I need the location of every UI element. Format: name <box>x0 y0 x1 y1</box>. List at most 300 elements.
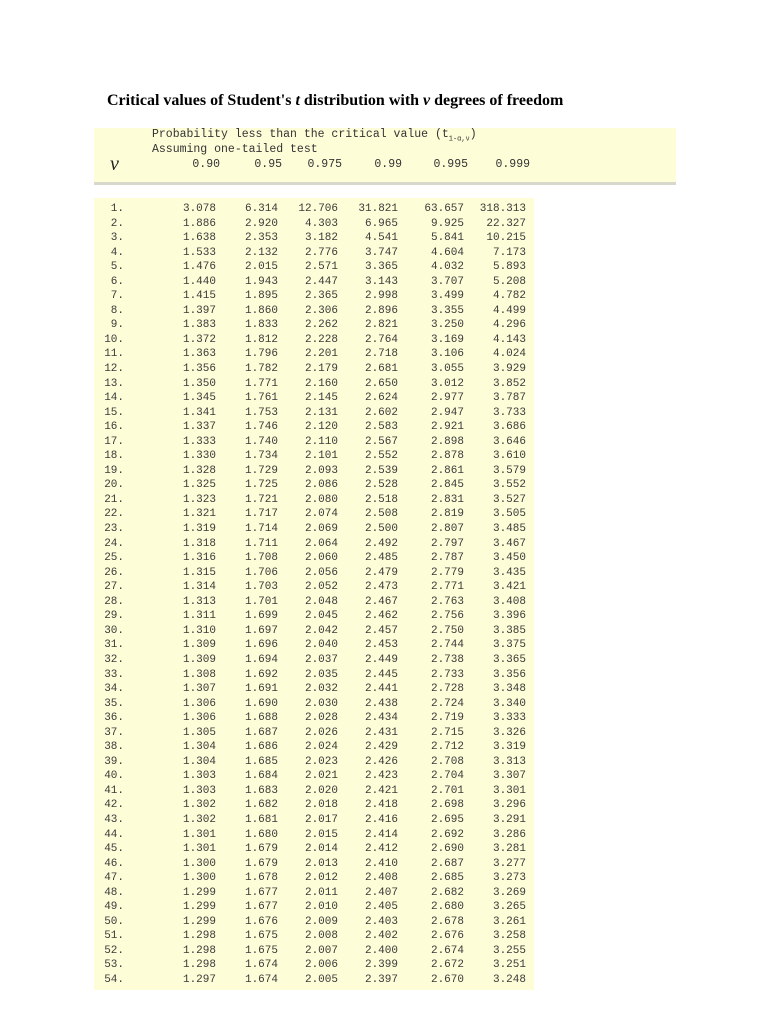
critical-value-cell: 2.670 <box>430 973 464 986</box>
critical-value-cell: 3.579 <box>492 464 526 477</box>
critical-value-cell: 2.120 <box>304 421 338 434</box>
critical-value-cell: 318.313 <box>479 203 526 215</box>
table-row <box>0 494 768 509</box>
critical-value-cell: 2.485 <box>364 552 398 565</box>
critical-value-cell: 4.296 <box>492 319 526 332</box>
critical-value-cell: 1.310 <box>182 624 216 637</box>
table-row <box>0 261 768 276</box>
critical-value-cell: 1.697 <box>244 624 278 637</box>
probability-caption-text: Probability less than the critical value (t <box>152 128 449 141</box>
critical-value-cell: 3.365 <box>364 261 398 274</box>
df-cell: 29. <box>104 610 124 623</box>
critical-value-cell: 2.567 <box>364 435 398 448</box>
critical-value-cell: 3.355 <box>430 304 464 317</box>
critical-value-cell: 2.552 <box>364 450 398 463</box>
critical-value-cell: 6.965 <box>364 217 398 230</box>
critical-value-cell: 2.069 <box>304 523 338 536</box>
critical-value-cell: 2.771 <box>430 581 464 594</box>
critical-value-cell: 1.297 <box>182 973 216 986</box>
probability-caption <box>152 128 477 143</box>
df-cell: 23. <box>104 523 124 536</box>
df-cell: 13. <box>104 377 124 390</box>
critical-value-cell: 9.925 <box>430 217 464 230</box>
critical-value-cell: 1.895 <box>244 290 278 303</box>
critical-value-cell: 2.399 <box>364 959 398 972</box>
critical-value-cell: 1.319 <box>182 523 216 536</box>
critical-value-cell: 2.434 <box>364 712 398 725</box>
critical-value-cell: 31.821 <box>358 203 398 215</box>
critical-value-cell: 1.725 <box>244 479 278 492</box>
critical-value-cell: 1.682 <box>244 799 278 812</box>
critical-value-cell: 2.131 <box>304 406 338 419</box>
df-cell: 9. <box>110 319 124 332</box>
critical-value-cell: 2.020 <box>304 784 338 797</box>
table-row <box>0 727 768 742</box>
critical-value-cell: 6.314 <box>244 203 278 215</box>
critical-value-cell: 1.333 <box>182 435 216 448</box>
critical-value-cell: 2.306 <box>304 304 338 317</box>
critical-value-cell: 2.602 <box>364 406 398 419</box>
critical-value-cell: 2.028 <box>304 712 338 725</box>
table-row <box>0 872 768 887</box>
critical-value-cell: 2.701 <box>430 784 464 797</box>
critical-value-cell: 1.680 <box>244 828 278 841</box>
critical-value-cell: 2.457 <box>364 624 398 637</box>
critical-value-cell: 1.679 <box>244 843 278 856</box>
critical-value-cell: 1.314 <box>182 581 216 594</box>
critical-value-cell: 2.032 <box>304 683 338 696</box>
table-row <box>0 552 768 567</box>
table-row <box>0 290 768 305</box>
critical-value-cell: 3.499 <box>430 290 464 303</box>
table-row <box>0 785 768 800</box>
critical-value-cell: 1.771 <box>244 377 278 390</box>
df-cell: 36. <box>104 712 124 725</box>
critical-value-cell: 2.449 <box>364 653 398 666</box>
critical-value-cell: 1.302 <box>182 799 216 812</box>
critical-value-cell: 2.947 <box>430 406 464 419</box>
critical-value-cell: 2.724 <box>430 697 464 710</box>
df-cell: 7. <box>110 290 124 303</box>
critical-value-cell: 2.405 <box>364 901 398 914</box>
critical-value-cell: 2.807 <box>430 523 464 536</box>
table-row <box>0 334 768 349</box>
critical-value-cell: 2.353 <box>244 232 278 245</box>
critical-value-cell: 2.718 <box>364 348 398 361</box>
title-text-1: Critical values of Student's <box>107 92 296 109</box>
critical-value-cell: 2.074 <box>304 508 338 521</box>
critical-value-cell: 2.007 <box>304 944 338 957</box>
header-divider <box>94 182 676 185</box>
critical-value-cell: 4.541 <box>364 232 398 245</box>
critical-value-cell: 2.447 <box>304 275 338 288</box>
critical-value-cell: 2.228 <box>304 333 338 346</box>
critical-value-cell: 1.686 <box>244 741 278 754</box>
critical-value-cell: 2.715 <box>430 726 464 739</box>
table-row <box>0 479 768 494</box>
critical-value-cell: 1.321 <box>182 508 216 521</box>
critical-value-cell: 1.753 <box>244 406 278 419</box>
df-cell: 46. <box>104 857 124 870</box>
critical-value-cell: 2.977 <box>430 392 464 405</box>
critical-value-cell: 10.215 <box>486 232 526 245</box>
critical-value-cell: 3.296 <box>492 799 526 812</box>
table-row <box>0 581 768 596</box>
critical-value-cell: 3.251 <box>492 959 526 972</box>
critical-value-cell: 1.711 <box>244 537 278 550</box>
title-nu-symbol: v <box>423 92 431 109</box>
table-row <box>0 901 768 916</box>
critical-value-cell: 22.327 <box>486 217 526 230</box>
critical-value-cell: 1.746 <box>244 421 278 434</box>
df-cell: 22. <box>104 508 124 521</box>
critical-value-cell: 1.356 <box>182 363 216 376</box>
table-row <box>0 319 768 334</box>
df-cell: 52. <box>104 944 124 957</box>
critical-value-cell: 3.396 <box>492 610 526 623</box>
df-cell: 10. <box>104 333 124 346</box>
critical-value-cell: 3.182 <box>304 232 338 245</box>
critical-value-cell: 2.402 <box>364 930 398 943</box>
critical-value-cell: 63.657 <box>424 203 464 215</box>
df-cell: 5. <box>110 261 124 274</box>
critical-value-cell: 1.691 <box>244 683 278 696</box>
df-cell: 27. <box>104 581 124 594</box>
critical-value-cell: 1.330 <box>182 450 216 463</box>
critical-value-cell: 4.499 <box>492 304 526 317</box>
critical-value-subscript: 1-α,ν <box>448 135 470 144</box>
critical-value-cell: 3.929 <box>492 363 526 376</box>
critical-value-cell: 1.684 <box>244 770 278 783</box>
critical-value-cell: 4.604 <box>430 246 464 259</box>
critical-value-cell: 2.681 <box>364 363 398 376</box>
column-header-0.995: 0.995 <box>433 158 468 171</box>
critical-value-cell: 12.706 <box>298 203 338 215</box>
df-cell: 51. <box>104 930 124 943</box>
table-row <box>0 829 768 844</box>
df-cell: 31. <box>104 639 124 652</box>
critical-value-cell: 2.035 <box>304 668 338 681</box>
critical-value-cell: 2.160 <box>304 377 338 390</box>
critical-value-cell: 2.086 <box>304 479 338 492</box>
page-title <box>107 92 563 110</box>
critical-value-cell: 3.055 <box>430 363 464 376</box>
df-cell: 24. <box>104 537 124 550</box>
df-cell: 54. <box>104 973 124 986</box>
critical-value-cell: 4.303 <box>304 217 338 230</box>
critical-value-cell: 2.539 <box>364 464 398 477</box>
critical-value-cell: 1.533 <box>182 246 216 259</box>
critical-value-cell: 3.326 <box>492 726 526 739</box>
critical-value-cell: 1.692 <box>244 668 278 681</box>
critical-value-cell: 1.383 <box>182 319 216 332</box>
critical-value-cell: 3.408 <box>492 595 526 608</box>
critical-value-cell: 2.040 <box>304 639 338 652</box>
critical-value-cell: 3.733 <box>492 406 526 419</box>
critical-value-cell: 2.690 <box>430 843 464 856</box>
critical-value-cell: 4.782 <box>492 290 526 303</box>
critical-value-cell: 3.686 <box>492 421 526 434</box>
critical-value-cell: 2.719 <box>430 712 464 725</box>
critical-value-cell: 4.024 <box>492 348 526 361</box>
df-cell: 15. <box>104 406 124 419</box>
df-cell: 35. <box>104 697 124 710</box>
table-row <box>0 887 768 902</box>
critical-value-cell: 2.010 <box>304 901 338 914</box>
title-text-2: distribution with <box>299 92 424 109</box>
critical-value-cell: 2.698 <box>430 799 464 812</box>
critical-value-cell: 3.250 <box>430 319 464 332</box>
critical-value-cell: 2.423 <box>364 770 398 783</box>
critical-value-cell: 2.508 <box>364 508 398 521</box>
critical-value-cell: 2.408 <box>364 872 398 885</box>
table-row <box>0 930 768 945</box>
critical-value-cell: 2.776 <box>304 246 338 259</box>
critical-value-cell: 2.787 <box>430 552 464 565</box>
critical-value-cell: 1.721 <box>244 493 278 506</box>
critical-value-cell: 2.015 <box>304 828 338 841</box>
critical-value-cell: 1.309 <box>182 639 216 652</box>
critical-value-cell: 1.703 <box>244 581 278 594</box>
critical-value-cell: 1.306 <box>182 697 216 710</box>
critical-value-cell: 4.032 <box>430 261 464 274</box>
df-cell: 47. <box>104 872 124 885</box>
critical-value-cell: 1.303 <box>182 784 216 797</box>
critical-value-cell: 1.415 <box>182 290 216 303</box>
critical-value-cell: 2.017 <box>304 813 338 826</box>
table-row <box>0 363 768 378</box>
df-cell: 40. <box>104 770 124 783</box>
critical-value-cell: 1.345 <box>182 392 216 405</box>
critical-value-cell: 2.920 <box>244 217 278 230</box>
critical-value-cell: 2.763 <box>430 595 464 608</box>
critical-value-cell: 1.886 <box>182 217 216 230</box>
critical-value-cell: 2.674 <box>430 944 464 957</box>
critical-value-cell: 3.435 <box>492 566 526 579</box>
table-row <box>0 654 768 669</box>
critical-value-cell: 1.675 <box>244 930 278 943</box>
critical-value-cell: 2.624 <box>364 392 398 405</box>
critical-value-cell: 2.583 <box>364 421 398 434</box>
critical-value-cell: 2.048 <box>304 595 338 608</box>
critical-value-cell: 3.375 <box>492 639 526 652</box>
critical-value-cell: 1.761 <box>244 392 278 405</box>
column-header-0.90: 0.90 <box>192 158 220 171</box>
critical-value-cell: 2.738 <box>430 653 464 666</box>
critical-value-cell: 2.407 <box>364 886 398 899</box>
test-type-caption: Assuming one-tailed test <box>152 143 318 156</box>
critical-value-cell: 2.680 <box>430 901 464 914</box>
critical-value-cell: 1.676 <box>244 915 278 928</box>
critical-value-cell: 3.012 <box>430 377 464 390</box>
critical-value-cell: 2.021 <box>304 770 338 783</box>
df-cell: 39. <box>104 755 124 768</box>
df-cell: 3. <box>110 232 124 245</box>
critical-value-cell: 3.143 <box>364 275 398 288</box>
critical-value-cell: 2.015 <box>244 261 278 274</box>
df-cell: 42. <box>104 799 124 812</box>
critical-value-cell: 2.821 <box>364 319 398 332</box>
critical-value-cell: 1.696 <box>244 639 278 652</box>
critical-value-cell: 3.421 <box>492 581 526 594</box>
critical-value-cell: 1.677 <box>244 886 278 899</box>
critical-value-cell: 1.341 <box>182 406 216 419</box>
critical-value-cell: 2.365 <box>304 290 338 303</box>
table-row <box>0 741 768 756</box>
critical-value-cell: 1.782 <box>244 363 278 376</box>
table-row <box>0 450 768 465</box>
critical-value-cell: 2.473 <box>364 581 398 594</box>
table-row <box>0 436 768 451</box>
df-cell: 2. <box>110 217 124 230</box>
critical-value-cell: 1.337 <box>182 421 216 434</box>
critical-value-cell: 2.861 <box>430 464 464 477</box>
df-cell: 14. <box>104 392 124 405</box>
table-row <box>0 596 768 611</box>
critical-value-cell: 1.299 <box>182 886 216 899</box>
df-cell: 41. <box>104 784 124 797</box>
critical-value-cell: 2.831 <box>430 493 464 506</box>
table-row <box>0 669 768 684</box>
critical-value-cell: 1.678 <box>244 872 278 885</box>
critical-value-cell: 1.298 <box>182 959 216 972</box>
critical-value-cell: 7.173 <box>492 246 526 259</box>
critical-value-cell: 2.898 <box>430 435 464 448</box>
degrees-of-freedom-header: ν <box>110 153 119 175</box>
df-cell: 25. <box>104 552 124 565</box>
critical-value-cell: 1.397 <box>182 304 216 317</box>
table-row <box>0 770 768 785</box>
critical-value-cell: 3.467 <box>492 537 526 550</box>
critical-value-cell: 2.410 <box>364 857 398 870</box>
critical-value-cell: 2.479 <box>364 566 398 579</box>
df-cell: 49. <box>104 901 124 914</box>
title-t-symbol: t <box>295 92 300 109</box>
critical-value-cell: 2.998 <box>364 290 398 303</box>
critical-value-cell: 3.340 <box>492 697 526 710</box>
critical-value-cell: 1.476 <box>182 261 216 274</box>
critical-value-cell: 3.301 <box>492 784 526 797</box>
critical-value-cell: 1.706 <box>244 566 278 579</box>
table-row <box>0 639 768 654</box>
critical-value-cell: 1.714 <box>244 523 278 536</box>
table-row <box>0 625 768 640</box>
df-cell: 53. <box>104 959 124 972</box>
critical-value-cell: 3.255 <box>492 944 526 957</box>
df-cell: 37. <box>104 726 124 739</box>
column-header-0.975: 0.975 <box>307 158 342 171</box>
critical-value-cell: 2.708 <box>430 755 464 768</box>
critical-value-cell: 1.690 <box>244 697 278 710</box>
critical-value-cell: 2.024 <box>304 741 338 754</box>
critical-value-cell: 2.571 <box>304 261 338 274</box>
critical-value-cell: 3.747 <box>364 246 398 259</box>
critical-value-cell: 2.056 <box>304 566 338 579</box>
critical-value-cell: 3.078 <box>182 203 216 215</box>
critical-value-cell: 2.431 <box>364 726 398 739</box>
critical-value-cell: 2.014 <box>304 843 338 856</box>
critical-value-cell: 2.878 <box>430 450 464 463</box>
df-cell: 20. <box>104 479 124 492</box>
critical-value-cell: 2.500 <box>364 523 398 536</box>
critical-value-cell: 2.921 <box>430 421 464 434</box>
df-cell: 19. <box>104 464 124 477</box>
df-cell: 48. <box>104 886 124 899</box>
critical-value-cell: 1.675 <box>244 944 278 957</box>
critical-value-cell: 2.712 <box>430 741 464 754</box>
critical-value-cell: 1.860 <box>244 304 278 317</box>
critical-value-cell: 3.348 <box>492 683 526 696</box>
critical-value-cell: 3.281 <box>492 843 526 856</box>
df-cell: 28. <box>104 595 124 608</box>
critical-value-cell: 1.305 <box>182 726 216 739</box>
critical-value-cell: 1.298 <box>182 930 216 943</box>
critical-value-cell: 2.528 <box>364 479 398 492</box>
critical-value-cell: 3.307 <box>492 770 526 783</box>
critical-value-cell: 1.729 <box>244 464 278 477</box>
critical-value-cell: 2.110 <box>304 435 338 448</box>
critical-value-cell: 2.764 <box>364 333 398 346</box>
table-row <box>0 421 768 436</box>
critical-value-cell: 5.893 <box>492 261 526 274</box>
title-text-3: degrees of freedom <box>430 92 564 109</box>
critical-value-cell: 2.060 <box>304 552 338 565</box>
table-row <box>0 465 768 480</box>
critical-value-cell: 3.646 <box>492 435 526 448</box>
critical-value-cell: 3.277 <box>492 857 526 870</box>
critical-value-cell: 4.143 <box>492 333 526 346</box>
critical-value-cell: 3.291 <box>492 813 526 826</box>
df-cell: 12. <box>104 363 124 376</box>
critical-value-cell: 2.492 <box>364 537 398 550</box>
critical-value-cell: 3.610 <box>492 450 526 463</box>
table-row <box>0 814 768 829</box>
table-row <box>0 610 768 625</box>
critical-value-cell: 2.756 <box>430 610 464 623</box>
table-row <box>0 916 768 931</box>
df-cell: 43. <box>104 813 124 826</box>
df-cell: 8. <box>110 304 124 317</box>
table-row <box>0 959 768 974</box>
df-cell: 38. <box>104 741 124 754</box>
critical-value-cell: 2.400 <box>364 944 398 957</box>
critical-value-cell: 2.006 <box>304 959 338 972</box>
table-row <box>0 712 768 727</box>
critical-value-cell: 1.300 <box>182 872 216 885</box>
critical-value-cell: 1.687 <box>244 726 278 739</box>
critical-value-cell: 2.462 <box>364 610 398 623</box>
table-row <box>0 218 768 233</box>
critical-value-cell: 3.365 <box>492 653 526 666</box>
critical-value-cell: 1.674 <box>244 973 278 986</box>
critical-value-cell: 2.445 <box>364 668 398 681</box>
critical-value-cell: 2.179 <box>304 363 338 376</box>
critical-value-cell: 2.064 <box>304 537 338 550</box>
critical-value-cell: 2.733 <box>430 668 464 681</box>
table-row <box>0 843 768 858</box>
critical-value-cell: 1.685 <box>244 755 278 768</box>
critical-value-cell: 2.262 <box>304 319 338 332</box>
table-row <box>0 858 768 873</box>
critical-value-cell: 2.414 <box>364 828 398 841</box>
table-row <box>0 756 768 771</box>
critical-value-cell: 1.717 <box>244 508 278 521</box>
probability-caption-end: ) <box>469 128 477 141</box>
critical-value-cell: 1.372 <box>182 333 216 346</box>
critical-value-cell: 3.106 <box>430 348 464 361</box>
critical-value-cell: 1.301 <box>182 843 216 856</box>
table-row <box>0 945 768 960</box>
